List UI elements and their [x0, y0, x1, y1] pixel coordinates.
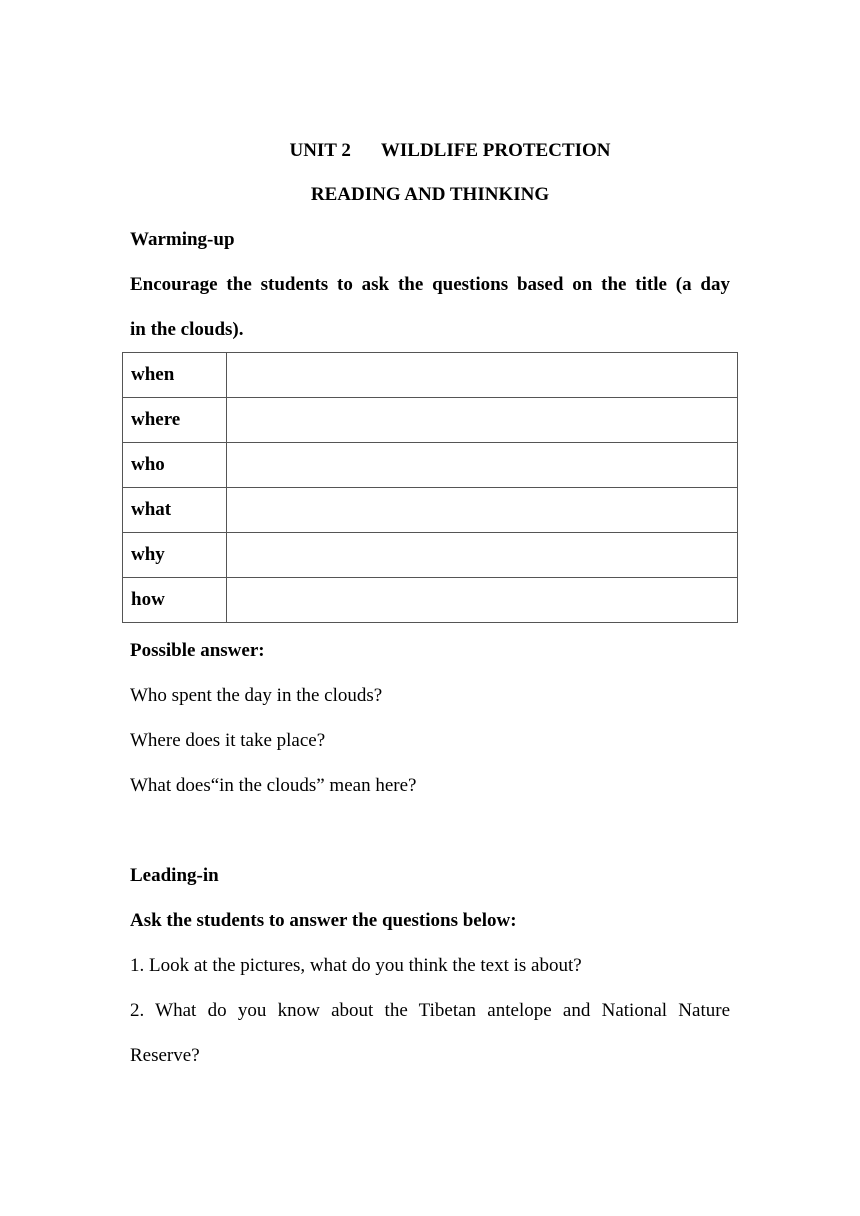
answer-line: Who spent the day in the clouds?: [130, 685, 383, 706]
question-1: 1. Look at the pictures, what do you think the text is about?: [130, 955, 582, 976]
warming-up-heading: Warming-up: [130, 229, 235, 250]
table-row: [123, 578, 738, 623]
answer-line: What does“in the clouds” mean here?: [130, 775, 417, 796]
possible-answer-label: Possible answer:: [130, 640, 265, 661]
question-word-cell: who: [123, 443, 227, 488]
table-row: [123, 353, 738, 398]
answer-cell[interactable]: [226, 443, 737, 488]
question-word-cell: when: [123, 353, 227, 398]
unit-title: [0, 140, 860, 162]
question-word-cell: what: [123, 488, 227, 533]
table-row: [123, 398, 738, 443]
leading-in-heading: Leading-in: [130, 865, 219, 886]
table-row: [123, 443, 738, 488]
question-word-cell: how: [123, 578, 227, 623]
answer-cell[interactable]: [226, 578, 737, 623]
answer-cell[interactable]: [226, 533, 737, 578]
answer-cell[interactable]: [226, 398, 737, 443]
warming-up-instruction-line2: in the clouds).: [130, 319, 244, 340]
question-word-cell: where: [123, 398, 227, 443]
table-row: [123, 488, 738, 533]
unit-number: UNIT 2: [289, 140, 351, 161]
question-2-line2: Reserve?: [130, 1045, 200, 1066]
table-row: [123, 533, 738, 578]
warming-up-instruction-line1: Encourage the students to ask the questions based on the title (a day: [130, 274, 730, 295]
question-word-table: [122, 352, 738, 623]
answer-line: Where does it take place?: [130, 730, 326, 751]
question-word-cell: why: [123, 533, 227, 578]
leading-in-instruction: Ask the students to answer the questions below:: [130, 910, 517, 931]
answer-cell[interactable]: [226, 353, 737, 398]
answer-cell[interactable]: [226, 488, 737, 533]
unit-topic: WILDLIFE PROTECTION: [380, 140, 611, 161]
question-2-line1: 2. What do you know about the Tibetan antelope and National Nature: [130, 1000, 730, 1021]
section-title: READING AND THINKING: [310, 184, 550, 205]
